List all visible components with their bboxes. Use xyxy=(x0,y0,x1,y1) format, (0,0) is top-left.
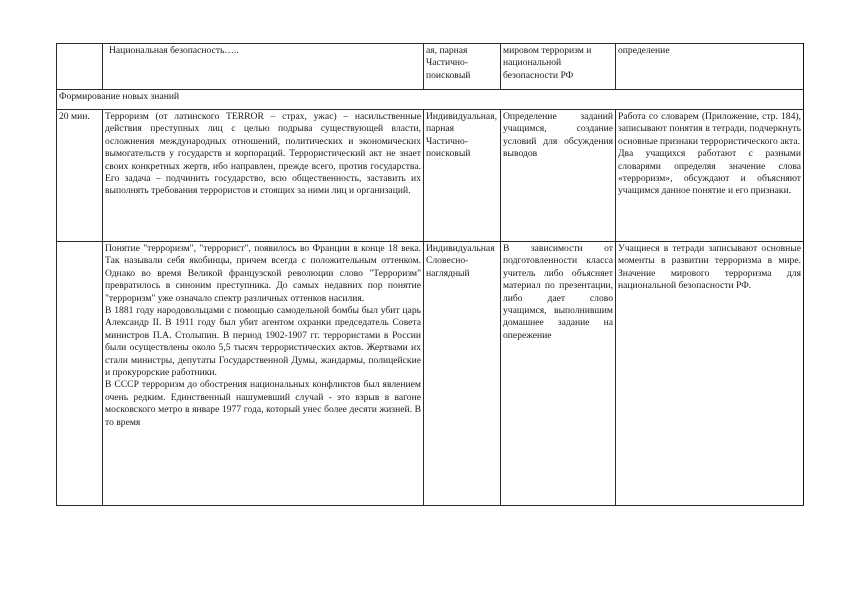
time-cell xyxy=(57,44,103,90)
section-header-row xyxy=(57,90,804,110)
content-text: Национальная безопасность….. xyxy=(109,45,239,56)
student-activity-text: Два учащихся работают с разными словарями определяя значение слова «терроризм», обсуждают и объясняют учащимся данное понятие и его признаки. xyxy=(618,148,801,197)
student-activity-cell xyxy=(616,110,804,242)
lesson-plan-table xyxy=(56,43,804,506)
content-cell xyxy=(103,242,424,506)
student-activity-text: Работа со словарем (Приложение, стр. 184), записывают понятия в тетради, подчеркнуть основные признаки террористического акта. xyxy=(618,111,801,147)
table-row xyxy=(57,44,804,90)
content-paragraph: В 1881 году народовольцами с помощью самодельной бомбы был убит царь Александр II. В 1911 году был убит агентом охранки председатель Совета министров П.А. Столыпин. В период 1902-1907 гг. террористами в России были осуществлены около 5,5 тысяч террористических актов. Жертвами их стали министры, депутаты Государственной Думы, жандармы, полицейские и прокурорские работники. xyxy=(105,305,421,379)
form-line: Частично- xyxy=(426,57,469,69)
form-cell: Индивидуальная Словесно-наглядный xyxy=(424,242,501,506)
content-cell: Терроризм (от латинского TERROR – страх, ужас) – насильственные действия преступных лиц с целью подрыва существующей власти, осложнения международных отношений, политических и экономических вымогательств у государств и корпораций. Террористический акт не знает своих конкретных жертв, ибо направлен, прежде всего, против государства. Его задача – подчинить государство, всю общественность, заставить их выполнять требования террористов и стоящих за ними лиц и организаций. xyxy=(103,110,424,242)
student-activity-cell: определение xyxy=(616,44,804,90)
student-activity-cell: Учащиеся в тетради записывают основные моменты в развитии терроризма в мире. Значение мирового терроризма для национальной безопасности РФ. xyxy=(616,242,804,506)
section-title: Формирование новых знаний xyxy=(57,90,804,110)
form-line: ая, парная xyxy=(426,45,468,56)
time-cell xyxy=(57,242,103,506)
content-paragraph: Понятие "терроризм", "террорист", появилось во Франции в конце 18 века. Так называли себя якобинцы, причем всегда с положительным оттенком. Однако во время Великой французской революции слово "Терроризм" превратилось в синоним преступника. До самых недавних пор понятие "терроризм" уже означало спектр различных оттенков насилия. xyxy=(105,243,421,304)
form-cell xyxy=(424,44,501,90)
teacher-activity-cell: В зависимости от подготовленности класса учитель либо объясняет материал по презентации, либо дает слово учащимся, выполнившим домашнее задание на опережение xyxy=(501,242,616,506)
table-row xyxy=(57,242,804,506)
table-row xyxy=(57,110,804,242)
form-line: поисковый xyxy=(426,69,471,81)
content-paragraph: В СССР терроризм до обострения национальных конфликтов был явлением очень редким. Единственный нашумевший случай - это взрыв в вагоне московского метро в январе 1977 года, который унес более десяти жизней. В то время xyxy=(105,379,421,428)
content-cell xyxy=(103,44,424,90)
time-cell: 20 мин. xyxy=(57,110,103,242)
teacher-activity-cell: мировом терроризм и национальной безопасности РФ xyxy=(501,44,616,90)
teacher-activity-cell: Определение заданий учащимся, создание условий для обсуждения выводов xyxy=(501,110,616,242)
form-cell: Индивидуальная, парная Частично-поисковый xyxy=(424,110,501,242)
